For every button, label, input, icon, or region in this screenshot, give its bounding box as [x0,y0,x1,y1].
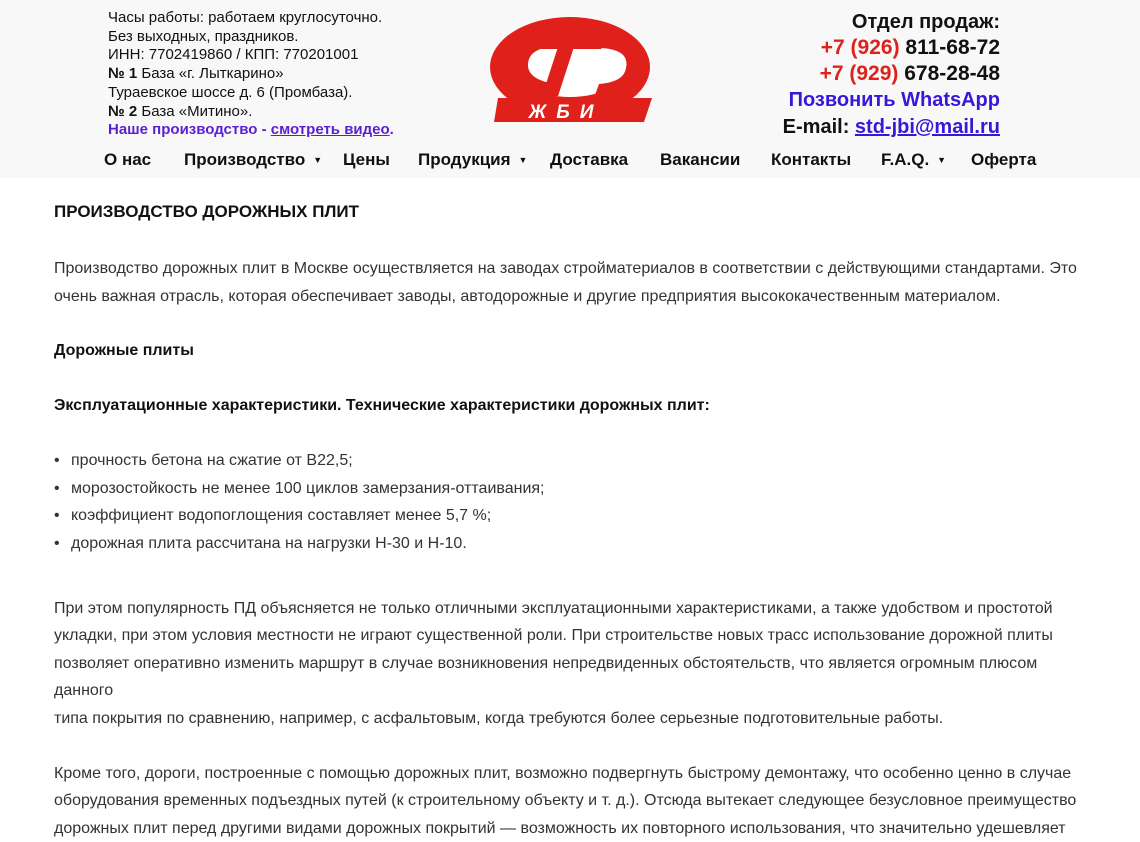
characteristics-list [54,447,1084,557]
nav-label: Продукция [418,150,511,169]
nav-item-contacts[interactable] [771,150,851,170]
paragraph-line: При этом популярность ПД объясняется не только отличными эксплуатационными характеристиками, а также удобством и простотой [54,599,1053,617]
watch-video-link[interactable]: смотреть видео [270,121,390,139]
phone-2-number: 678-28-48 [898,62,1000,85]
paragraph-line: Кроме того, дороги, построенные с помощью дорожных плит, возможно подвергнуть быстрому демонтажу, что особенно ценно в случае [54,764,1072,782]
whatsapp-call-link[interactable]: Позвонить WhatsApp [788,89,1000,111]
nav-item-products[interactable] [418,150,527,170]
email-line [700,114,1000,141]
email-link[interactable]: std-jbi@mail.ru [854,116,1000,138]
page-title: ПРОИЗВОДСТВО ДОРОЖНЫХ ПЛИТ [54,202,359,221]
nav-item-prices[interactable] [343,150,390,170]
paragraph-line: укладки, при этом условия местности не играют существенной роли. При строительстве новых трасс использование дорожной плиты [54,627,1053,645]
company-logo[interactable] [484,10,659,128]
phone-1-number: 811-68-72 [899,36,1000,59]
phone-1[interactable] [700,35,1000,61]
chevron-down-icon: ▼ [937,155,947,165]
email-label: E-mail: [782,116,855,138]
company-info [108,9,438,140]
chevron-down-icon: ▼ [313,155,323,165]
phone-1-code: +7 (926) [820,36,900,59]
video-line [108,121,438,140]
video-suffix: . [389,121,394,139]
base-2-number: № 2 [108,102,138,120]
sales-contacts [700,9,1000,141]
base-1-number: № 1 [108,65,138,83]
inn-kpp: ИНН: 7702419860 / КПП: 770201001 [108,46,359,64]
intro-paragraph [54,255,1084,310]
base-2-name: База «Митино». [137,102,253,120]
nav-label: Оферта [971,150,1037,169]
working-hours: Часы работы: работаем круглосуточно. [108,9,383,26]
base-1-address: Тураевское шоссе д. 6 (Промбаза). [108,83,353,101]
nav-label: Производство [184,150,306,169]
paragraph-line: оборудования временных подъездных путей (к строительному объекту и т. д.). Отсюда вытекает следующее безусловное преимущество [54,792,1077,810]
nav-item-offer[interactable] [971,150,1036,170]
video-prefix: Наше производство - [108,121,271,139]
logo-text: ЖБИ [528,102,604,123]
site-header [0,0,1140,178]
paragraph-line: дорожных плит перед другими видами дорожных покрытий — возможность их повторного использования, что значительно удешевляет [54,819,1066,837]
phone-2-code: +7 (929) [819,62,899,85]
intro-line: Производство дорожных плит в Москве осуществляется на заводах стройматериалов в соответствии с действующими стандартами. Это [54,260,1077,277]
nav-label: О нас [104,150,152,169]
no-days-off: Без выходных, праздников. [108,27,299,45]
intro-line: очень важная отрасль, которая обеспечивает заводы, автодорожные и другие предприятия высококачественным материалом. [54,287,1001,305]
base-2 [108,103,438,122]
main-nav [0,147,1140,175]
list-item: • прочность бетона на сжатие от B22,5; [71,447,1084,475]
chevron-down-icon: ▼ [518,155,528,165]
nav-item-faq[interactable] [881,150,946,170]
base-1 [108,65,438,84]
dismantling-paragraph [54,760,1084,842]
nav-label: Доставка [550,150,629,169]
paragraph-line: типа покрытия по сравнению, например, с асфальтовым, когда требуются более серьезные подготовительные работы. [54,709,944,727]
list-item: • коэффициент водопоглощения составляет менее 5,7 %; [71,502,1084,530]
main-content [54,196,1084,842]
phone-2[interactable] [700,61,1000,87]
std-logo-icon [484,10,659,128]
list-item: • морозостойкость не менее 100 циклов замерзания-оттаивания; [71,475,1084,503]
nav-label: Контакты [771,150,852,169]
section-heading-road-slabs: Дорожные плиты [54,342,194,360]
paragraph-line: позволяет оперативно изменить маршрут в случае возникновения непредвиденных обстоятельств, что является огромным плюсом данного [54,654,1038,700]
nav-label: F.A.Q. [881,150,930,169]
nav-label: Вакансии [660,150,741,169]
nav-item-about[interactable] [104,150,151,170]
base-1-name: База «г. Лыткарино» [137,65,284,83]
nav-label: Цены [343,150,390,169]
sales-title: Отдел продаж: [851,11,1000,33]
nav-item-delivery[interactable] [550,150,628,170]
list-item: • дорожная плита рассчитана на нагрузки Н-30 и Н-10. [71,530,1084,558]
nav-item-vacancies[interactable] [660,150,740,170]
section-heading-characteristics: Эксплуатационные характеристики. Технические характеристики дорожных плит: [54,397,710,415]
popularity-paragraph [54,595,1084,733]
nav-item-production[interactable] [184,150,322,170]
